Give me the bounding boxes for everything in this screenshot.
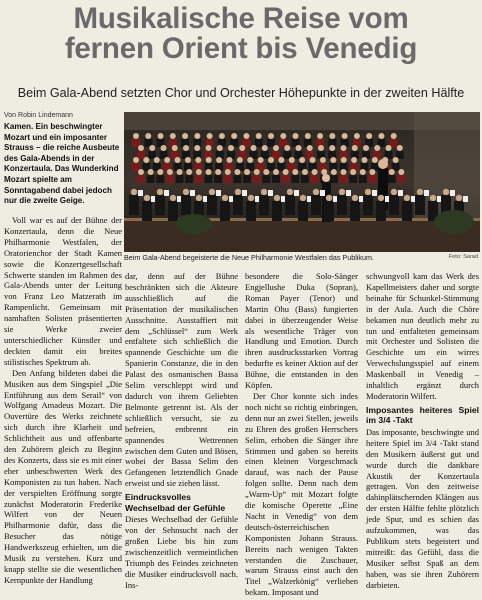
- article-column-3: [245, 271, 358, 598]
- photo-credit: Foto: Sarad: [448, 254, 478, 260]
- headline: [0, 4, 482, 64]
- subheading: Imposantes heiteres Spiel im 3/4 -Takt: [366, 404, 479, 426]
- paragraph: besondere die Solo-Sänger Engjellushe Duka (Sopran), Roman Payer (Tenor) und Martin Ohu (Bass) fungierten dabei in überzeugender Weise als wesentliche Träger von Handlung und Emotion. Durch ihren ausdrucksstarken Vortrag bedurfte es keiner Aktion auf der Bühne, die entstanden in den Köpfen.: [245, 271, 358, 391]
- article-column-4: [366, 271, 479, 590]
- paragraph: Dieses Wechselbad der Gefühle von der Sehnsucht nach der großen Liebe bis hin zum zwischenzeitlich vermeintlichen Triumph des Feindes zeichneten die Musiker eindrucksvoll nach. Ins-: [125, 514, 238, 590]
- paragraph: Voll war es auf der Bühne der Konzertaula, denn die Neue Philharmonie Westfalen, der Oratorienchor der Stadt Kamen sowie die Konzertgesellschaft Schwerte standen im Rahmen des Gala-Abends unter der Leitung von Franz Leo Matzerath im Rampenlicht. Gemeinsam mit namhaften Solisten präsentierten sie Werke zweier unterschiedlicher Künstler und deckten damit ein breites stilistisches Spektrum ab.: [4, 215, 122, 367]
- subheading: Eindrucksvolles Wechselbad der Gefühle: [125, 492, 226, 513]
- paragraph: dar, denn auf der Bühne beschränkten sich die Akteure ausschließlich auf die Präsentation der musikalischen Ausschnitte. Ausstaffiert mit dem „Schlüssel“ zum Werk entfaltete sich schließlich die spannende Geschichte um die Spanierin Constanze, die in den Palast des osmanischen Bassa Selim verschleppt wird und dadurch von ihrem Geliebten Belmonte getrennt ist. Als der schließlich versucht, sie zu befreien, entbrennt ein spannendes Wettrennen zwischen dem Guten und Bösen, wobei der Bassa Selim den Gefangenen letztendlich Gnade erweist und sie ziehen lässt.: [125, 271, 238, 489]
- subheadline: Beim Gala-Abend setzten Chor und Orchester Höhepunkte in der zweiten Hälfte: [17, 86, 465, 100]
- byline: Von Robin Lindemann: [4, 112, 73, 119]
- article-column-1: [4, 215, 122, 586]
- concert-photo: [124, 112, 480, 252]
- photo-caption: [124, 253, 480, 262]
- caption-text: Beim Gala-Abend begeisterte die Neue Philharmonie Westfalen das Publikum.: [124, 253, 374, 262]
- paragraph: schwungvoll kam das Werk des Kapellmeisters daher und sorgte beinahe für Schunkel-Stimmung in der Aula. Auch die Chöre bekamen nun deutlich mehr zu tun und entfalteten gemeinsam mit Orchester und Solisten die Geschichte um ein wirres Verwechslungsspiel auf einem Maskenball in Venedig – inhaltlich ergänzt durch Moderatorin Wilfert.: [366, 271, 479, 401]
- paragraph: Der Chor konnte sich indes noch nicht so richtig einbringen, denn nur an zwei Stellen, jeweils zu Ehren des großen Herrschers Selim, erhoben die Sänger ihre Stimmen und gaben so bereits einen kleinen Vorgeschmack darauf, was nach der Pause folgen sollte. Denn nach dem „Warm-Up“ mit Mozart folgte die komische Operette „Eine Nacht in Venedig“ von dem deutsch-österreichischen Komponisten Johann Strauss. Bereits nach wenigen Takten verstanden die Zuschauer, warum Strauss einst auch den Titel „Walzerkönig“ verliehen bekam. Imposant und: [245, 390, 358, 598]
- headline-line-1: Musikalische Reise vom: [73, 2, 409, 35]
- article-column-2: [125, 271, 238, 590]
- headline-line-2: fernen Orient bis Venedig: [64, 32, 418, 65]
- lead-paragraph: Kamen. Ein beschwingter Mozart und ein imposanter Strauss – die reiche Ausbeute des Gala-Abends in der Konzertaula. Das Wunderkind Mozart spielte am Sonntagabend dabei jedoch nur die zweite Geige.: [4, 122, 120, 206]
- paragraph: Das imposante, beschwingte und heitere Spiel im 3/4 -Takt stand den Musikern äußerst gut und wurde durch die dankbare Akustik der Konzertaula getragen. Von den zeitweise dahinplätschernden Klängen aus der ersten Hälfte fehlte plötzlich jede Spur, und es schien das aufzukommen, was das Publikum stets begeistert und mitreißt: das Gefühl, dass die Musiker selbst Spaß an dem haben, was sie ihren Zuhörern darbieten.: [366, 426, 479, 590]
- paragraph: Den Anfang bildeten dabei die Musiken aus dem Singspiel „Die Entführung aus dem Serail“ von Wolfgang Amadeus Mozart. Die Ouvertüre des Werks zeichnete sich durch ihre Klarheit und Schlichtheit aus und offenbarte den Zuhörern gleich zu Beginn des Konzerts, dass sie es mit einer eher unbeschwerten Werk des Komponisten zu tun haben. Nach der verspielten Eröffnung sorgte zunächst Moderatorin Frederike Wilfert von der Neuen Philharmonie dafür, dass die Besucher das nötige Handwerkszeug erhielten, um die Musik zu verstehen. Kurz und knapp stellte sie die wesentlichen Kernpunkte der Handlung: [4, 367, 122, 585]
